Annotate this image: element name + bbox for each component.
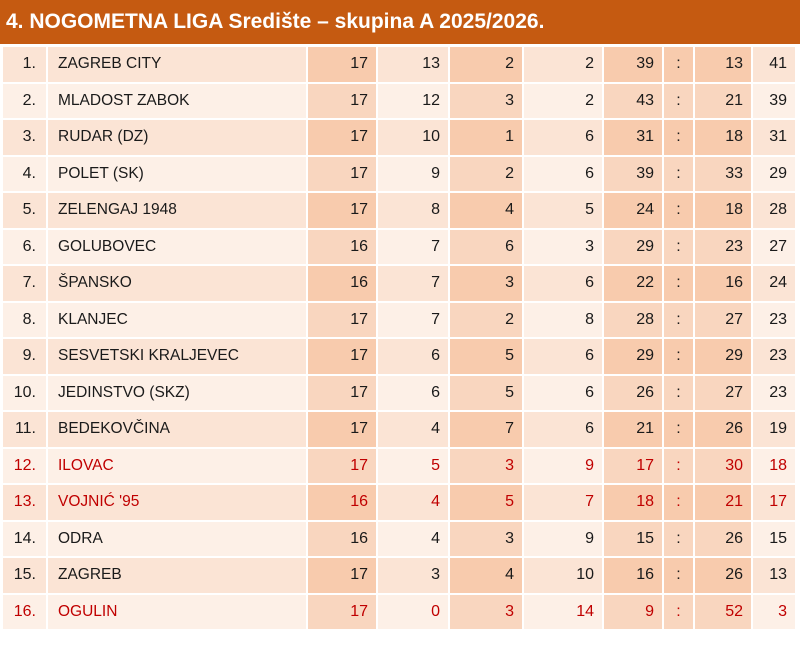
points-cell: 41 bbox=[753, 47, 797, 84]
goals-for-cell: 18 bbox=[604, 485, 664, 522]
team-name-cell: ILOVAC bbox=[48, 449, 308, 486]
drawn-cell: 3 bbox=[450, 522, 524, 559]
goals-for-cell: 39 bbox=[604, 157, 664, 194]
won-cell: 7 bbox=[378, 266, 450, 303]
goals-against-cell: 33 bbox=[695, 157, 753, 194]
goal-separator-cell: : bbox=[664, 120, 695, 157]
drawn-cell: 1 bbox=[450, 120, 524, 157]
points-cell: 31 bbox=[753, 120, 797, 157]
goal-separator-cell: : bbox=[664, 266, 695, 303]
goals-against-cell: 26 bbox=[695, 558, 753, 595]
points-cell: 18 bbox=[753, 449, 797, 486]
goals-against-cell: 18 bbox=[695, 193, 753, 230]
position-cell: 16. bbox=[3, 595, 48, 632]
goals-against-cell: 27 bbox=[695, 303, 753, 340]
goals-against-cell: 16 bbox=[695, 266, 753, 303]
standings-table bbox=[3, 47, 797, 631]
points-cell: 23 bbox=[753, 303, 797, 340]
played-cell: 16 bbox=[308, 266, 378, 303]
position-cell: 4. bbox=[3, 157, 48, 194]
played-cell: 16 bbox=[308, 485, 378, 522]
position-cell: 13. bbox=[3, 485, 48, 522]
goal-separator-cell: : bbox=[664, 485, 695, 522]
won-cell: 3 bbox=[378, 558, 450, 595]
played-cell: 17 bbox=[308, 84, 378, 121]
won-cell: 0 bbox=[378, 595, 450, 632]
won-cell: 7 bbox=[378, 303, 450, 340]
position-cell: 2. bbox=[3, 84, 48, 121]
goals-against-cell: 23 bbox=[695, 230, 753, 267]
position-cell: 9. bbox=[3, 339, 48, 376]
points-cell: 27 bbox=[753, 230, 797, 267]
goals-for-cell: 28 bbox=[604, 303, 664, 340]
lost-cell: 14 bbox=[524, 595, 604, 632]
goals-for-cell: 26 bbox=[604, 376, 664, 413]
table-row bbox=[3, 376, 797, 413]
table-row bbox=[3, 595, 797, 632]
goals-against-cell: 18 bbox=[695, 120, 753, 157]
lost-cell: 6 bbox=[524, 157, 604, 194]
team-name-cell: ZAGREB CITY bbox=[48, 47, 308, 84]
table-row bbox=[3, 412, 797, 449]
drawn-cell: 3 bbox=[450, 266, 524, 303]
won-cell: 5 bbox=[378, 449, 450, 486]
played-cell: 17 bbox=[308, 303, 378, 340]
position-cell: 14. bbox=[3, 522, 48, 559]
won-cell: 4 bbox=[378, 412, 450, 449]
goal-separator-cell: : bbox=[664, 412, 695, 449]
table-row bbox=[3, 558, 797, 595]
lost-cell: 7 bbox=[524, 485, 604, 522]
goals-for-cell: 15 bbox=[604, 522, 664, 559]
lost-cell: 6 bbox=[524, 266, 604, 303]
goals-against-cell: 30 bbox=[695, 449, 753, 486]
table-row bbox=[3, 157, 797, 194]
goals-against-cell: 27 bbox=[695, 376, 753, 413]
drawn-cell: 3 bbox=[450, 595, 524, 632]
points-cell: 3 bbox=[753, 595, 797, 632]
drawn-cell: 6 bbox=[450, 230, 524, 267]
position-cell: 10. bbox=[3, 376, 48, 413]
lost-cell: 6 bbox=[524, 339, 604, 376]
goal-separator-cell: : bbox=[664, 449, 695, 486]
lost-cell: 5 bbox=[524, 193, 604, 230]
won-cell: 10 bbox=[378, 120, 450, 157]
position-cell: 7. bbox=[3, 266, 48, 303]
played-cell: 17 bbox=[308, 339, 378, 376]
points-cell: 39 bbox=[753, 84, 797, 121]
goals-against-cell: 26 bbox=[695, 522, 753, 559]
team-name-cell: BEDEKOVČINA bbox=[48, 412, 308, 449]
lost-cell: 6 bbox=[524, 412, 604, 449]
lost-cell: 2 bbox=[524, 84, 604, 121]
points-cell: 24 bbox=[753, 266, 797, 303]
drawn-cell: 4 bbox=[450, 558, 524, 595]
goals-against-cell: 52 bbox=[695, 595, 753, 632]
goal-separator-cell: : bbox=[664, 522, 695, 559]
team-name-cell: VOJNIĆ '95 bbox=[48, 485, 308, 522]
team-name-cell: OGULIN bbox=[48, 595, 308, 632]
goals-for-cell: 31 bbox=[604, 120, 664, 157]
won-cell: 6 bbox=[378, 339, 450, 376]
won-cell: 8 bbox=[378, 193, 450, 230]
played-cell: 17 bbox=[308, 449, 378, 486]
position-cell: 3. bbox=[3, 120, 48, 157]
goal-separator-cell: : bbox=[664, 193, 695, 230]
team-name-cell: SESVETSKI KRALJEVEC bbox=[48, 339, 308, 376]
table-row bbox=[3, 339, 797, 376]
played-cell: 17 bbox=[308, 595, 378, 632]
played-cell: 16 bbox=[308, 522, 378, 559]
played-cell: 17 bbox=[308, 412, 378, 449]
position-cell: 5. bbox=[3, 193, 48, 230]
goals-for-cell: 39 bbox=[604, 47, 664, 84]
goals-against-cell: 13 bbox=[695, 47, 753, 84]
goals-for-cell: 9 bbox=[604, 595, 664, 632]
played-cell: 16 bbox=[308, 230, 378, 267]
won-cell: 4 bbox=[378, 485, 450, 522]
drawn-cell: 5 bbox=[450, 339, 524, 376]
table-row bbox=[3, 303, 797, 340]
lost-cell: 6 bbox=[524, 120, 604, 157]
lost-cell: 9 bbox=[524, 522, 604, 559]
team-name-cell: POLET (SK) bbox=[48, 157, 308, 194]
played-cell: 17 bbox=[308, 193, 378, 230]
goals-for-cell: 29 bbox=[604, 230, 664, 267]
played-cell: 17 bbox=[308, 47, 378, 84]
goals-for-cell: 22 bbox=[604, 266, 664, 303]
drawn-cell: 3 bbox=[450, 449, 524, 486]
table-row bbox=[3, 485, 797, 522]
points-cell: 23 bbox=[753, 376, 797, 413]
table-row bbox=[3, 230, 797, 267]
lost-cell: 8 bbox=[524, 303, 604, 340]
played-cell: 17 bbox=[308, 157, 378, 194]
goal-separator-cell: : bbox=[664, 47, 695, 84]
lost-cell: 6 bbox=[524, 376, 604, 413]
team-name-cell: ZAGREB bbox=[48, 558, 308, 595]
goal-separator-cell: : bbox=[664, 303, 695, 340]
drawn-cell: 4 bbox=[450, 193, 524, 230]
goals-for-cell: 43 bbox=[604, 84, 664, 121]
position-cell: 11. bbox=[3, 412, 48, 449]
drawn-cell: 2 bbox=[450, 47, 524, 84]
lost-cell: 9 bbox=[524, 449, 604, 486]
lost-cell: 3 bbox=[524, 230, 604, 267]
team-name-cell: ODRA bbox=[48, 522, 308, 559]
table-row bbox=[3, 47, 797, 84]
goal-separator-cell: : bbox=[664, 595, 695, 632]
goals-for-cell: 24 bbox=[604, 193, 664, 230]
position-cell: 12. bbox=[3, 449, 48, 486]
position-cell: 8. bbox=[3, 303, 48, 340]
table-row bbox=[3, 84, 797, 121]
won-cell: 6 bbox=[378, 376, 450, 413]
goal-separator-cell: : bbox=[664, 230, 695, 267]
points-cell: 13 bbox=[753, 558, 797, 595]
goals-against-cell: 26 bbox=[695, 412, 753, 449]
goals-for-cell: 17 bbox=[604, 449, 664, 486]
points-cell: 19 bbox=[753, 412, 797, 449]
team-name-cell: MLADOST ZABOK bbox=[48, 84, 308, 121]
goals-for-cell: 21 bbox=[604, 412, 664, 449]
goal-separator-cell: : bbox=[664, 157, 695, 194]
points-cell: 29 bbox=[753, 157, 797, 194]
table-row bbox=[3, 266, 797, 303]
goals-for-cell: 16 bbox=[604, 558, 664, 595]
drawn-cell: 2 bbox=[450, 303, 524, 340]
team-name-cell: KLANJEC bbox=[48, 303, 308, 340]
goals-against-cell: 29 bbox=[695, 339, 753, 376]
team-name-cell: GOLUBOVEC bbox=[48, 230, 308, 267]
team-name-cell: ZELENGAJ 1948 bbox=[48, 193, 308, 230]
goals-against-cell: 21 bbox=[695, 84, 753, 121]
won-cell: 4 bbox=[378, 522, 450, 559]
points-cell: 17 bbox=[753, 485, 797, 522]
team-name-cell: JEDINSTVO (SKZ) bbox=[48, 376, 308, 413]
lost-cell: 2 bbox=[524, 47, 604, 84]
goals-for-cell: 29 bbox=[604, 339, 664, 376]
drawn-cell: 5 bbox=[450, 376, 524, 413]
standings-body bbox=[3, 47, 797, 631]
won-cell: 12 bbox=[378, 84, 450, 121]
points-cell: 15 bbox=[753, 522, 797, 559]
table-row bbox=[3, 449, 797, 486]
table-title: 4. NOGOMETNA LIGA Središte – skupina A 2025/2026. bbox=[0, 0, 800, 44]
goal-separator-cell: : bbox=[664, 84, 695, 121]
won-cell: 7 bbox=[378, 230, 450, 267]
points-cell: 28 bbox=[753, 193, 797, 230]
table-row bbox=[3, 120, 797, 157]
goals-against-cell: 21 bbox=[695, 485, 753, 522]
won-cell: 13 bbox=[378, 47, 450, 84]
drawn-cell: 3 bbox=[450, 84, 524, 121]
lost-cell: 10 bbox=[524, 558, 604, 595]
played-cell: 17 bbox=[308, 558, 378, 595]
position-cell: 1. bbox=[3, 47, 48, 84]
position-cell: 6. bbox=[3, 230, 48, 267]
table-row bbox=[3, 193, 797, 230]
drawn-cell: 5 bbox=[450, 485, 524, 522]
played-cell: 17 bbox=[308, 120, 378, 157]
team-name-cell: ŠPANSKO bbox=[48, 266, 308, 303]
goal-separator-cell: : bbox=[664, 339, 695, 376]
team-name-cell: RUDAR (DZ) bbox=[48, 120, 308, 157]
table-row bbox=[3, 522, 797, 559]
drawn-cell: 2 bbox=[450, 157, 524, 194]
points-cell: 23 bbox=[753, 339, 797, 376]
drawn-cell: 7 bbox=[450, 412, 524, 449]
goal-separator-cell: : bbox=[664, 558, 695, 595]
played-cell: 17 bbox=[308, 376, 378, 413]
won-cell: 9 bbox=[378, 157, 450, 194]
goal-separator-cell: : bbox=[664, 376, 695, 413]
position-cell: 15. bbox=[3, 558, 48, 595]
